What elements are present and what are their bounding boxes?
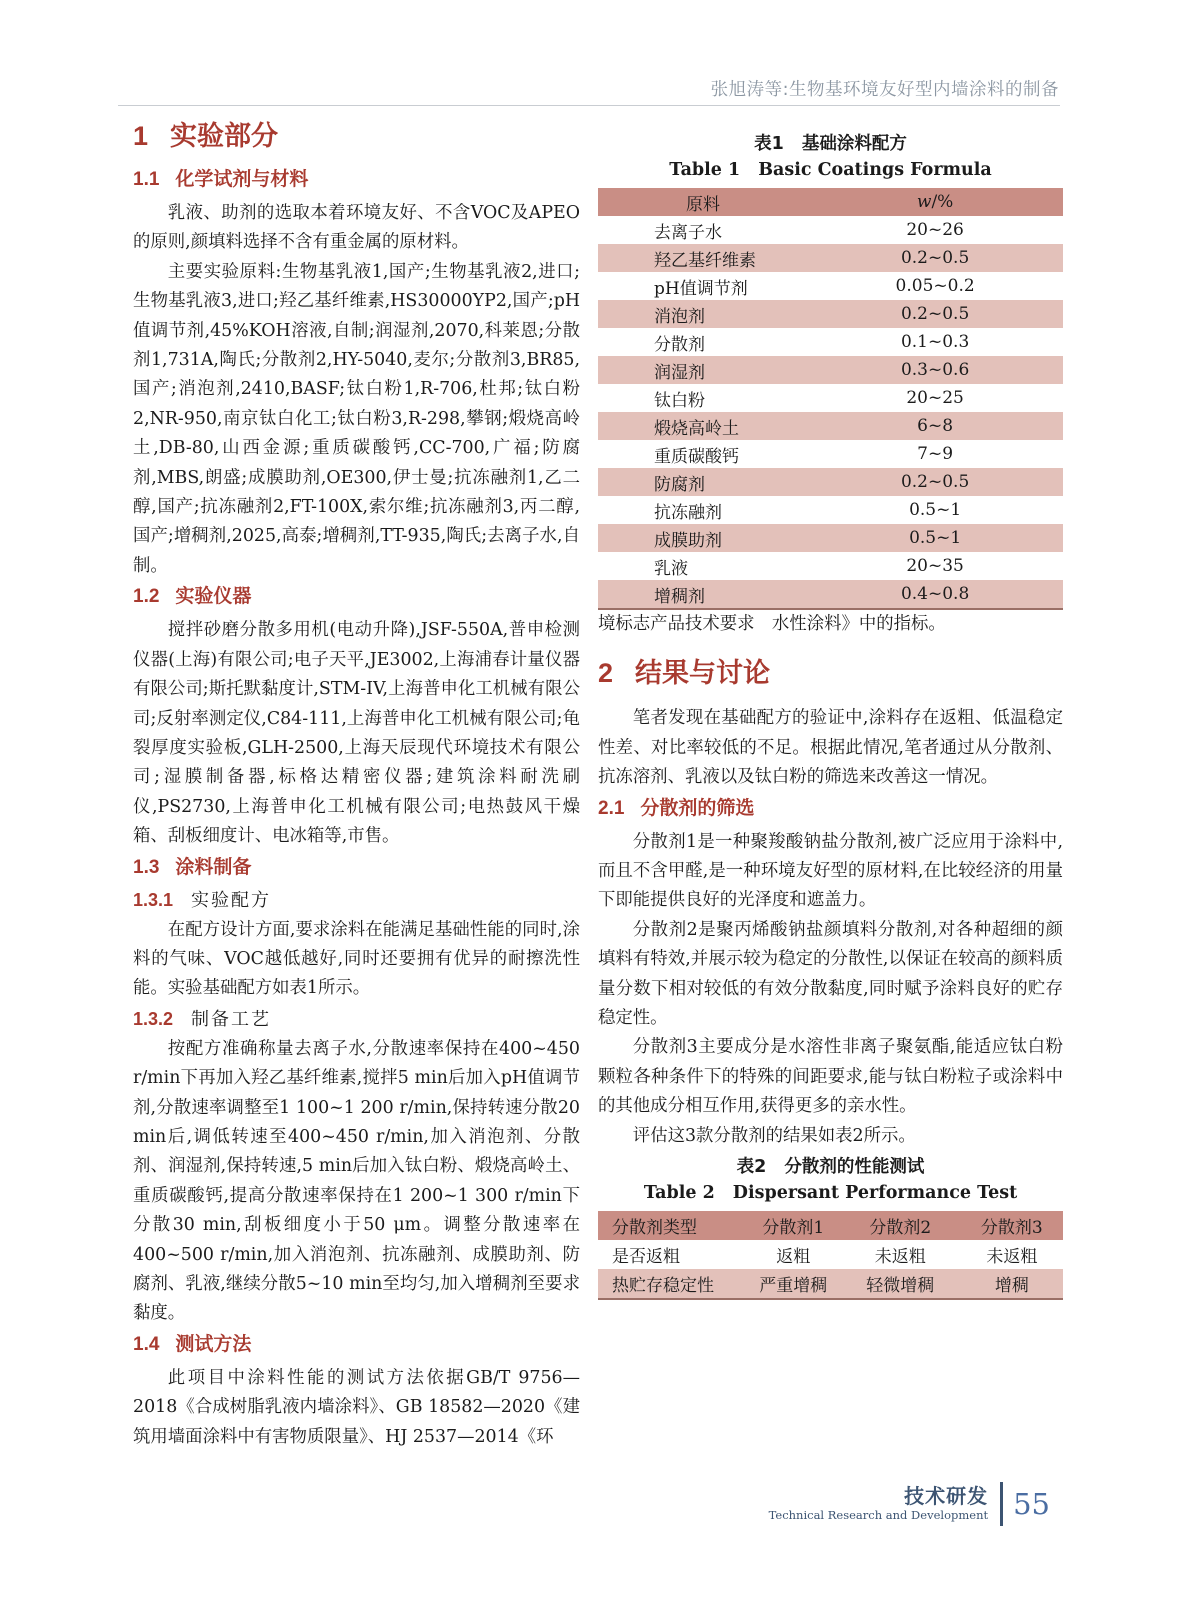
table1-body <box>598 216 1063 609</box>
table-row <box>598 496 1063 524</box>
section-heading-experimental <box>133 118 580 154</box>
table-row <box>598 356 1063 384</box>
footer-section-name <box>769 1485 988 1523</box>
subsection-number: 1.2 <box>133 586 160 608</box>
paragraph-dispersant1: 分散剂1是一种聚羧酸钠盐分散剂,被广泛应用于涂料中,而且不含甲醛,是一种环境友好型的原材料,在比较经济的用量下即能提供良好的光泽度和遮盖力。 <box>598 831 1063 911</box>
paragraph-instruments: 搅拌砂磨分散多用机(电动升降),JSF-550A,普申检测仪器(上海)有限公司;电子天平,JE3002,上海浦春计量仪器有限公司;斯托默黏度计,STM-IV,上海普申化工机械有限公司;反射率测定仪,C84-111,上海普申化工机械有限公司;龟裂厚度实验板,GLH-2500,上海天辰现代环境技术有限公司;湿膜制备器,标格达精密仪器;建筑涂料耐洗刷仪,PS2730,上海普申化工机械有限公司;电热鼓风干燥箱、刮板细度计、电冰箱等,市售。 <box>133 620 580 847</box>
section-number: 1 <box>133 121 149 151</box>
footer-divider-bar <box>1000 1482 1003 1526</box>
table-cell: 增稠 <box>961 1269 1063 1299</box>
table1-caption-zh <box>598 132 1063 156</box>
table2-col-dispersant2: 分散剂2 <box>840 1211 961 1240</box>
table-cell: 20~25 <box>906 388 964 408</box>
table2-label-zh: 表2 <box>736 1157 767 1178</box>
subsection-number: 1.4 <box>133 1333 160 1355</box>
table-cell: 防腐剂 <box>598 468 807 496</box>
table2-title-en: Dispersant Performance Test <box>732 1183 1018 1204</box>
table-cell: 润湿剂 <box>598 356 807 384</box>
table-row <box>598 468 1063 496</box>
table-cell: 20~26 <box>906 220 964 240</box>
table-cell: 0.05~0.2 <box>895 276 975 296</box>
table2-col-dispersant3: 分散剂3 <box>961 1211 1063 1240</box>
table1-label-zh: 表1 <box>754 134 784 154</box>
table1-col-weight-percent <box>807 188 1063 216</box>
table-header-row <box>598 1211 1063 1240</box>
subsubsection-number: 1.3.1 <box>133 889 174 910</box>
table-cell: 增稠剂 <box>598 580 807 609</box>
paragraph-emulsion-selection: 乳液、助剂的选取本着环境友好、不含VOC及APEO的原则,颜填料选择不含有重金属的原材料。 <box>133 203 580 253</box>
paragraph-dispersant3: 分散剂3主要成分是水溶性非离子聚氨酯,能适应钛白粉颗粒各种条件下的特殊的间距要求,能与钛白粉粒子或涂料中的其他成分相互作用,获得更多的亲水性。 <box>598 1037 1063 1117</box>
subsection-number: 1.3 <box>133 856 160 878</box>
table-row <box>598 244 1063 272</box>
section-title: 结果与讨论 <box>635 658 771 689</box>
table-cell: 0.3~0.6 <box>807 356 1063 384</box>
subsection-heading-test-methods <box>133 1332 580 1358</box>
table-cell: 未返粗 <box>986 1247 1038 1268</box>
table-cell: 重质碳酸钙 <box>654 446 739 467</box>
subsubsection-number: 1.3.2 <box>133 1008 174 1029</box>
table-cell: 0.2~0.5 <box>807 244 1063 272</box>
paragraph-evaluation-note: 评估这3款分散剂的结果如表2所示。 <box>632 1125 916 1146</box>
table-cell: 0.1~0.3 <box>900 332 970 352</box>
section-number: 2 <box>598 658 614 689</box>
table-cell: 分散剂 <box>654 334 705 355</box>
paragraph-raw-materials: 主要实验原料:生物基乳液1,国产;生物基乳液2,进口;生物基乳液3,进口;羟乙基纤维素,HS30000YP2,国产;pH值调节剂,45%KOH溶液,自制;润湿剂,2070,科莱恩;分散剂1,731A,陶氏;分散剂2,HY-5040,麦尔;分散剂3,BR85,国产;消泡剂,2410,BASF;钛白粉1,R-706,杜邦;钛白粉2,NR-950,南京钛白化工;钛白粉3,R-298,攀钢;煅烧高岭土,DB-80,山西金源;重质碳酸钙,CC-700,广福;防腐剂,MBS,朗盛;成膜助剂,OE300,伊士曼;抗冻融剂1,乙二醇,国产;抗冻融剂2,FT-100X,索尔维;抗冻融剂3,丙二醇,国产;增稠剂,2025,高泰;增稠剂,TT-935,陶氏;去离子水,自制。 <box>133 261 580 576</box>
table2-col-dispersant1: 分散剂1 <box>747 1211 840 1240</box>
left-column <box>133 112 580 1452</box>
table-cell: 未返粗 <box>874 1247 926 1268</box>
table-cell: 乳液 <box>654 558 688 579</box>
table-cell: 严重增稠 <box>747 1269 840 1299</box>
paragraph-standard-continued: 境标志产品技术要求 水性涂料》中的指标。 <box>598 614 946 634</box>
table-row <box>598 272 1063 300</box>
w-symbol: w <box>916 192 932 212</box>
table1-caption-en <box>598 158 1063 182</box>
table-row <box>598 552 1063 580</box>
table-cell: 抗冻融剂 <box>654 502 722 523</box>
basic-coatings-formula-table <box>598 188 1063 610</box>
paragraph-test-standards: 此项目中涂料性能的测试方法依据GB/T 9756—2018《合成树脂乳液内墙涂料》、GB 18582—2020《建筑用墙面涂料中有害物质限量》、HJ 2537—2014《环 <box>133 1367 580 1447</box>
table-row <box>598 300 1063 328</box>
table1-title-zh: 基础涂料配方 <box>801 134 907 154</box>
table-row <box>598 328 1063 356</box>
table-row <box>598 524 1063 552</box>
subsection-heading-preparation <box>133 855 580 881</box>
subsubsection-title: 制备工艺 <box>191 1008 272 1030</box>
subsection-title: 实验仪器 <box>175 586 252 608</box>
table-row <box>598 216 1063 244</box>
table2-label-en: Table 2 <box>643 1183 715 1204</box>
paragraph-dispersant2: 分散剂2是聚丙烯酸钠盐颜填料分散剂,对各种超细的颜填料有特效,并展示较为稳定的分散性,以保证在较高的颜料质量分数下相对较低的有效分散黏度,同时赋予涂料良好的贮存稳定性。 <box>598 919 1063 1029</box>
subsection-heading-chemicals <box>133 167 580 193</box>
right-column <box>598 128 1063 1300</box>
subsection-title: 分散剂的筛选 <box>640 797 755 819</box>
footer-section-en: Technical Research and Development <box>768 1508 989 1522</box>
table-row <box>598 440 1063 468</box>
table1-label-en: Table 1 <box>669 160 741 180</box>
table-cell: 0.5~1 <box>909 500 962 520</box>
subsection-title: 化学试剂与材料 <box>175 169 309 190</box>
table-cell: 热贮存稳定性 <box>598 1269 747 1299</box>
subsection-heading-dispersant-screening <box>598 796 1063 822</box>
table1-title-en: Basic Coatings Formula <box>758 160 992 180</box>
dispersant-performance-table <box>598 1211 1063 1300</box>
table-cell: 去离子水 <box>654 222 722 243</box>
table-cell: 6~8 <box>807 412 1063 440</box>
running-head-title: 张旭涛等:生物基环境友好型内墙涂料的制备 <box>710 80 1059 100</box>
subsection-heading-instruments <box>133 584 580 610</box>
footer-section-zh: 技术研发 <box>904 1484 989 1508</box>
subsubsection-heading-process <box>133 1006 580 1033</box>
subsection-title: 测试方法 <box>175 1333 252 1355</box>
table2-body <box>598 1240 1063 1299</box>
table2-caption-en <box>598 1181 1063 1205</box>
subsection-number: 2.1 <box>598 797 625 819</box>
table2-title-zh: 分散剂的性能测试 <box>784 1157 925 1178</box>
table-row <box>598 412 1063 440</box>
table-cell: 0.4~0.8 <box>807 580 1063 609</box>
table-cell: 7~9 <box>917 444 954 464</box>
subsubsection-title: 实验配方 <box>191 889 272 911</box>
page-footer <box>769 1482 1050 1526</box>
page-number: 55 <box>1013 1487 1050 1521</box>
table-row <box>598 1240 1063 1269</box>
table-row <box>598 384 1063 412</box>
table-cell: pH值调节剂 <box>654 278 748 299</box>
paragraph-base-formula-issues: 笔者发现在基础配方的验证中,涂料存在返粗、低温稳定性差、对比率较低的不足。根据此情况,笔者通过从分散剂、抗冻溶剂、乳液以及钛白粉的筛选来改善这一情况。 <box>598 708 1063 788</box>
table-cell: 返粗 <box>776 1247 811 1268</box>
percent-unit: /% <box>931 192 954 212</box>
table-cell: 0.5~1 <box>807 524 1063 552</box>
table-header-row <box>598 188 1063 216</box>
table-row <box>598 1269 1063 1299</box>
table-cell: 是否返粗 <box>612 1247 680 1268</box>
paragraph-process-steps: 按配方准确称量去离子水,分散速率保持在400~450 r/min下再加入羟乙基纤维素,搅拌5 min后加入pH值调节剂,分散速率调整至1 100~1 200 r/min,保持转速分散20 min后,调低转速至400~450 r/min,加入消泡剂、分散剂、润湿剂,保持转速,5 min后加入钛白粉、煅烧高岭土、重质碳酸钙,提高分散速率保持在1 200~1 300 r/min下分散30 min,刮板细度小于50 μm。调整分散速率在400~500 r/min,加入消泡剂、抗冻融剂、成膜助剂、防腐剂、乳液,继续分散5~10 min至均匀,加入增稠剂至要求黏度。 <box>133 1038 580 1324</box>
paragraph-formula-design: 在配方设计方面,要求涂料在能满足基础性能的同时,涂料的气味、VOC越低越好,同时还要拥有优异的耐擦洗性能。实验基础配方如表1所示。 <box>133 919 580 999</box>
subsubsection-heading-formula <box>133 887 580 914</box>
table-row <box>598 580 1063 609</box>
table2-col-type: 分散剂类型 <box>598 1211 747 1240</box>
subsection-number: 1.1 <box>133 169 160 190</box>
table-cell: 钛白粉 <box>654 390 705 411</box>
table-cell: 煅烧高岭土 <box>598 412 807 440</box>
table-cell: 轻微增稠 <box>840 1269 961 1299</box>
section-title: 实验部分 <box>170 121 279 151</box>
table2-caption-zh <box>598 1155 1063 1179</box>
subsection-title: 涂料制备 <box>175 856 252 878</box>
table-cell: 消泡剂 <box>598 300 807 328</box>
table-cell: 0.2~0.5 <box>807 300 1063 328</box>
table-cell: 20~35 <box>906 556 964 576</box>
table-cell: 0.2~0.5 <box>807 468 1063 496</box>
table-cell: 羟乙基纤维素 <box>598 244 807 272</box>
header-divider <box>118 105 1060 106</box>
table-cell: 成膜助剂 <box>598 524 807 552</box>
section-heading-results <box>598 655 1063 691</box>
table1-col-material: 原料 <box>598 188 807 216</box>
